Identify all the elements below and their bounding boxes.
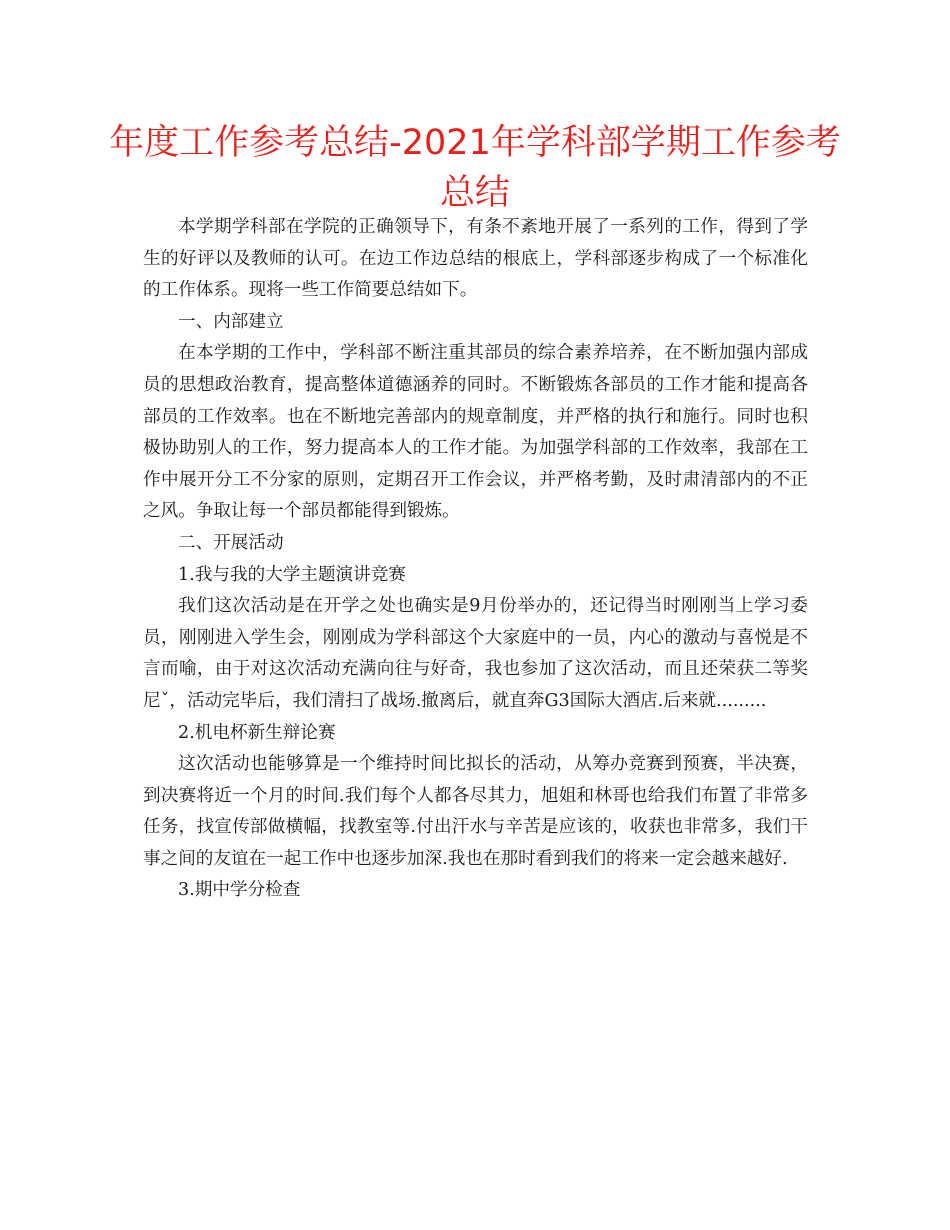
section-heading-internal: 一、内部建立 [178,311,284,332]
intro-paragraph: 本学期学科部在学院的正确领导下，有条不紊地开展了一系列的工作，得到了学生的好评以及教师的认可。在边工作边总结的根底上，学科部逐步构成了一个标准化的工作体系。现将一些工作简要总结如下。 [143,217,808,301]
document-title: 年度工作参考总结-2021年学科部学期工作参考总结 [109,123,841,213]
subheading-credit-check: 3.期中学分检查 [178,880,301,901]
internal-paragraph: 在本学期的工作中，学科部不断注重其部员的综合素养培养，在不断加强内部成员的思想政治教育，提高整体道德涵养的同时。不断锻炼各部员的工作才能和提高各部员的工作效率。也在不断地完善部内的规章制度，并严格的执行和施行。同时也积极协助别人的工作，努力提高本人的工作才能。为加强学科部的工作效率，我部在工作中展开分工不分家的原则，定期召开工作会议，并严格考勤，及时肃清部内的不正之风。争取让每一个部员都能得到锻炼。 [143,343,808,522]
subheading-speech-contest: 1.我与我的大学主题演讲竞赛 [178,564,406,585]
debate-paragraph: 这次活动也能够算是一个维持时间比拟长的活动，从筹办竞赛到预赛，半决赛，到决赛将近一个月的时间.我们每个人都各尽其力，旭姐和林哥也给我们布置了非常多任务，找宣传部做横幅，找教室等.付出汗水与辛苦是应该的，收获也非常多，我们干事之间的友谊在一起工作中也逐步加深.我也在那时看到我们的将来一定会越来越好. [143,754,808,869]
speech-contest-paragraph: 我们这次活动是在开学之处也确实是9月份举办的，还记得当时刚刚当上学习委员，刚刚进入学生会，刚刚成为学科部这个大家庭中的一员，内心的激动与喜悦是不言而喻，由于对这次活动充满向往与好奇，我也参加了这次活动，而且还荣获二等奖尼ˇ，活动完毕后，我们清扫了战场.撤离后，就直奔G3国际大酒店.后来就......... [143,596,808,711]
section-heading-activities: 二、开展活动 [178,532,284,553]
subheading-debate: 2.机电杯新生辩论赛 [178,722,336,743]
document-body [143,212,808,907]
